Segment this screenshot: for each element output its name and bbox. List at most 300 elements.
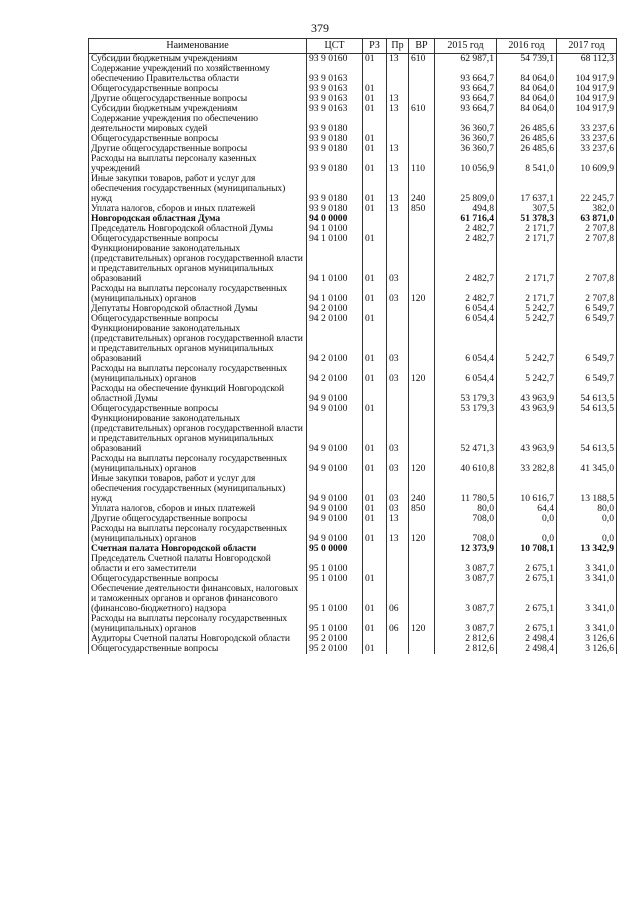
header-2015: 2015 год (435, 39, 497, 54)
cell-vr: 850 (409, 204, 435, 214)
cell-name: Уплата налогов, сборов и иных платежей (89, 204, 307, 214)
cell-2017: 3 341,0 (557, 614, 617, 634)
table-row (89, 94, 617, 104)
cell-2015: 6 054,4 (435, 314, 497, 324)
cell-vr: 240 (409, 474, 435, 504)
cell-cst: 93 9 0180 (307, 204, 363, 214)
cell-2017: 68 112,3 (557, 54, 617, 65)
cell-2016: 84 064,0 (497, 94, 557, 104)
cell-vr (409, 224, 435, 234)
table-row (89, 104, 617, 114)
cell-cst: 94 9 0100 (307, 454, 363, 474)
cell-name: Иные закупки товаров, работ и услуг для обеспечения государственных (муниципальных) нужд (89, 474, 307, 504)
cell-2017: 33 237,6 (557, 134, 617, 144)
table-row (89, 454, 617, 474)
cell-pr (387, 234, 409, 244)
cell-name: Общегосударственные вопросы (89, 84, 307, 94)
cell-vr (409, 134, 435, 144)
cell-2016: 64,4 (497, 504, 557, 514)
cell-rz: 01 (363, 584, 387, 614)
cell-vr (409, 574, 435, 584)
cell-vr (409, 144, 435, 154)
table-row (89, 154, 617, 174)
header-2017: 2017 год (557, 39, 617, 54)
cell-2015: 12 373,9 (435, 544, 497, 554)
cell-pr: 13 (387, 104, 409, 114)
cell-2015: 2 812,6 (435, 644, 497, 654)
cell-2017: 3 341,0 (557, 554, 617, 574)
cell-rz: 01 (363, 314, 387, 324)
cell-pr: 13 (387, 144, 409, 154)
cell-vr (409, 404, 435, 414)
cell-cst: 95 0 0000 (307, 544, 363, 554)
table-body (89, 54, 617, 655)
table-row (89, 174, 617, 204)
cell-cst: 94 2 0100 (307, 304, 363, 314)
cell-2015: 11 780,5 (435, 474, 497, 504)
cell-name: Расходы на выплаты персоналу государственных (муниципальных) органов (89, 524, 307, 544)
cell-name: Новгородская областная Дума (89, 214, 307, 224)
cell-name: Общегосударственные вопросы (89, 134, 307, 144)
table-row (89, 404, 617, 414)
cell-2016: 51 378,3 (497, 214, 557, 224)
cell-name: Общегосударственные вопросы (89, 644, 307, 654)
cell-name: Иные закупки товаров, работ и услуг для обеспечения государственных (муниципальных) нужд (89, 174, 307, 204)
cell-2015: 80,0 (435, 504, 497, 514)
cell-2016: 2 171,7 (497, 234, 557, 244)
cell-2016: 84 064,0 (497, 104, 557, 114)
cell-rz: 01 (363, 504, 387, 514)
table-row (89, 314, 617, 324)
cell-rz (363, 544, 387, 554)
cell-vr: 850 (409, 504, 435, 514)
cell-cst: 94 1 0100 (307, 284, 363, 304)
cell-cst: 94 9 0100 (307, 524, 363, 544)
table-row (89, 544, 617, 554)
cell-2017: 104 917,9 (557, 94, 617, 104)
cell-name: Расходы на выплаты персоналу государственных (муниципальных) органов (89, 614, 307, 634)
cell-cst: 95 1 0100 (307, 554, 363, 574)
cell-2017: 80,0 (557, 504, 617, 514)
cell-2016: 5 242,7 (497, 324, 557, 364)
cell-vr (409, 554, 435, 574)
cell-pr (387, 404, 409, 414)
cell-name: Расходы на выплаты персоналу государственных (муниципальных) органов (89, 454, 307, 474)
table-row (89, 364, 617, 384)
budget-table (88, 38, 617, 654)
cell-2016: 10 708,1 (497, 544, 557, 554)
cell-2016: 307,5 (497, 204, 557, 214)
table-row (89, 224, 617, 234)
cell-2015: 36 360,7 (435, 114, 497, 134)
cell-2015: 52 471,3 (435, 414, 497, 454)
cell-rz: 01 (363, 324, 387, 364)
table-row (89, 644, 617, 654)
cell-pr (387, 304, 409, 314)
cell-cst: 93 9 0180 (307, 144, 363, 154)
cell-name: Председатель Счетной палаты Новгородской области и его заместители (89, 554, 307, 574)
cell-rz (363, 384, 387, 404)
cell-2017: 33 237,6 (557, 114, 617, 134)
cell-rz: 01 (363, 514, 387, 524)
cell-2017: 0,0 (557, 514, 617, 524)
cell-2015: 53 179,3 (435, 404, 497, 414)
cell-2016: 2 675,1 (497, 584, 557, 614)
cell-rz (363, 634, 387, 644)
cell-cst: 95 1 0100 (307, 574, 363, 584)
table-row (89, 64, 617, 84)
cell-2016: 2 675,1 (497, 614, 557, 634)
cell-2017: 104 917,9 (557, 84, 617, 94)
table-row (89, 614, 617, 634)
table-row (89, 134, 617, 144)
cell-2015: 93 664,7 (435, 104, 497, 114)
cell-2016: 84 064,0 (497, 84, 557, 94)
cell-2015: 36 360,7 (435, 144, 497, 154)
table-row (89, 234, 617, 244)
cell-2017: 0,0 (557, 524, 617, 544)
cell-2015: 10 056,9 (435, 154, 497, 174)
cell-cst: 94 1 0100 (307, 244, 363, 284)
cell-2017: 6 549,7 (557, 304, 617, 314)
table-row (89, 474, 617, 504)
cell-2015: 40 610,8 (435, 454, 497, 474)
cell-2016: 0,0 (497, 524, 557, 544)
cell-pr (387, 134, 409, 144)
cell-2015: 6 054,4 (435, 364, 497, 384)
header-pr: Пр (387, 39, 409, 54)
cell-rz: 01 (363, 84, 387, 94)
cell-rz: 01 (363, 144, 387, 154)
cell-name: Депутаты Новгородской областной Думы (89, 304, 307, 314)
cell-cst: 93 9 0163 (307, 64, 363, 84)
cell-cst: 95 2 0100 (307, 644, 363, 654)
cell-rz: 01 (363, 154, 387, 174)
cell-pr: 06 (387, 614, 409, 634)
cell-vr (409, 414, 435, 454)
cell-name: Уплата налогов, сборов и иных платежей (89, 504, 307, 514)
cell-2016: 10 616,7 (497, 474, 557, 504)
cell-2017: 2 707,8 (557, 244, 617, 284)
cell-2017: 33 237,6 (557, 144, 617, 154)
cell-2016: 2 171,7 (497, 284, 557, 304)
cell-name: Общегосударственные вопросы (89, 404, 307, 414)
cell-2017: 2 707,8 (557, 234, 617, 244)
cell-pr: 13 (387, 54, 409, 65)
cell-2016: 84 064,0 (497, 64, 557, 84)
table-row (89, 634, 617, 644)
header-vr: ВР (409, 39, 435, 54)
cell-2017: 41 345,0 (557, 454, 617, 474)
cell-2015: 3 087,7 (435, 554, 497, 574)
cell-2016: 2 675,1 (497, 554, 557, 574)
cell-2015: 53 179,3 (435, 384, 497, 404)
cell-rz: 01 (363, 474, 387, 504)
cell-2015: 3 087,7 (435, 584, 497, 614)
cell-rz: 01 (363, 414, 387, 454)
cell-name: Обеспечение деятельности финансовых, налоговых и таможенных органов и органов финансового (финансово-бюджетного) надзора (89, 584, 307, 614)
cell-2017: 54 613,5 (557, 404, 617, 414)
cell-vr: 120 (409, 524, 435, 544)
cell-vr (409, 214, 435, 224)
cell-name: Расходы на выплаты персоналу государственных (муниципальных) органов (89, 284, 307, 304)
cell-name: Другие общегосударственные вопросы (89, 144, 307, 154)
cell-2017: 3 126,6 (557, 634, 617, 644)
cell-cst: 93 9 0180 (307, 174, 363, 204)
cell-2016: 8 541,0 (497, 154, 557, 174)
cell-pr: 03 (387, 474, 409, 504)
cell-2015: 2 812,6 (435, 634, 497, 644)
cell-2016: 2 171,7 (497, 244, 557, 284)
cell-name: Субсидии бюджетным учреждениям (89, 54, 307, 65)
cell-pr (387, 214, 409, 224)
cell-cst: 94 1 0100 (307, 224, 363, 234)
cell-2017: 10 609,9 (557, 154, 617, 174)
cell-2015: 708,0 (435, 524, 497, 544)
cell-vr (409, 584, 435, 614)
cell-vr: 610 (409, 54, 435, 65)
cell-2015: 6 054,4 (435, 324, 497, 364)
page-number: 379 (311, 21, 329, 35)
cell-pr: 13 (387, 174, 409, 204)
cell-pr: 03 (387, 284, 409, 304)
cell-vr (409, 244, 435, 284)
cell-2016: 43 963,9 (497, 404, 557, 414)
table-row (89, 304, 617, 314)
cell-pr: 13 (387, 514, 409, 524)
cell-pr (387, 114, 409, 134)
cell-vr (409, 544, 435, 554)
cell-2015: 494,8 (435, 204, 497, 214)
cell-2016: 0,0 (497, 514, 557, 524)
cell-2016: 43 963,9 (497, 414, 557, 454)
cell-vr (409, 304, 435, 314)
cell-cst: 94 9 0100 (307, 514, 363, 524)
cell-2015: 62 987,1 (435, 54, 497, 65)
cell-2017: 13 188,5 (557, 474, 617, 504)
cell-cst: 94 0 0000 (307, 214, 363, 224)
cell-rz: 01 (363, 94, 387, 104)
table-row (89, 584, 617, 614)
cell-name: Председатель Новгородской областной Думы (89, 224, 307, 234)
table-header-row (89, 39, 617, 54)
cell-name: Общегосударственные вопросы (89, 574, 307, 584)
cell-2017: 3 341,0 (557, 584, 617, 614)
cell-2017: 6 549,7 (557, 324, 617, 364)
cell-rz: 01 (363, 614, 387, 634)
cell-2015: 2 482,7 (435, 234, 497, 244)
table-row (89, 54, 617, 65)
cell-rz: 01 (363, 644, 387, 654)
cell-vr (409, 64, 435, 84)
cell-2016: 26 485,6 (497, 134, 557, 144)
cell-name: Расходы на обеспечение функций Новгородской областной Думы (89, 384, 307, 404)
cell-2017: 6 549,7 (557, 364, 617, 384)
cell-2016: 26 485,6 (497, 114, 557, 134)
cell-2017: 3 341,0 (557, 574, 617, 584)
header-2016: 2016 год (497, 39, 557, 54)
cell-2015: 93 664,7 (435, 94, 497, 104)
cell-name: Другие общегосударственные вопросы (89, 514, 307, 524)
cell-cst: 94 1 0100 (307, 234, 363, 244)
cell-cst: 95 1 0100 (307, 584, 363, 614)
cell-pr (387, 64, 409, 84)
cell-name: Общегосударственные вопросы (89, 314, 307, 324)
cell-2017: 6 549,7 (557, 314, 617, 324)
cell-rz: 01 (363, 204, 387, 214)
table-row (89, 244, 617, 284)
cell-2015: 2 482,7 (435, 224, 497, 234)
cell-rz: 01 (363, 404, 387, 414)
cell-2017: 382,0 (557, 204, 617, 214)
cell-pr (387, 224, 409, 234)
cell-2017: 22 245,7 (557, 174, 617, 204)
cell-name: Субсидии бюджетным учреждениям (89, 104, 307, 114)
table-row (89, 84, 617, 94)
cell-rz: 01 (363, 234, 387, 244)
cell-name: Счетная палата Новгородской области (89, 544, 307, 554)
cell-rz (363, 114, 387, 134)
cell-cst: 95 2 0100 (307, 634, 363, 644)
cell-2017: 2 707,8 (557, 224, 617, 234)
table-row (89, 414, 617, 454)
cell-name: Функционирование законодательных (представительных) органов государственной власти и представительных органов муниципальных образований (89, 244, 307, 284)
cell-pr (387, 574, 409, 584)
cell-name: Аудиторы Счетной палаты Новгородской области (89, 634, 307, 644)
table-row (89, 504, 617, 514)
cell-pr: 03 (387, 414, 409, 454)
cell-rz: 01 (363, 364, 387, 384)
cell-2015: 2 482,7 (435, 244, 497, 284)
cell-name: Содержание учреждений по хозяйственному обеспечению Правительства области (89, 64, 307, 84)
cell-2017: 104 917,9 (557, 104, 617, 114)
header-rz: РЗ (363, 39, 387, 54)
cell-2017: 104 917,9 (557, 64, 617, 84)
cell-2015: 3 087,7 (435, 614, 497, 634)
cell-cst: 93 9 0180 (307, 134, 363, 144)
cell-pr: 13 (387, 154, 409, 174)
cell-rz: 01 (363, 574, 387, 584)
cell-vr: 120 (409, 614, 435, 634)
table-row (89, 524, 617, 544)
cell-2016: 5 242,7 (497, 314, 557, 324)
cell-vr: 240 (409, 174, 435, 204)
cell-vr: 120 (409, 364, 435, 384)
cell-2015: 93 664,7 (435, 84, 497, 94)
cell-2016: 33 282,8 (497, 454, 557, 474)
table-row (89, 284, 617, 304)
cell-pr (387, 554, 409, 574)
cell-pr: 06 (387, 584, 409, 614)
cell-2016: 5 242,7 (497, 304, 557, 314)
cell-rz: 01 (363, 524, 387, 544)
cell-rz: 01 (363, 104, 387, 114)
cell-2015: 61 716,4 (435, 214, 497, 224)
cell-cst: 93 9 0160 (307, 54, 363, 65)
cell-2017: 54 613,5 (557, 414, 617, 454)
cell-vr: 120 (409, 454, 435, 474)
cell-vr: 110 (409, 154, 435, 174)
cell-2016: 2 498,4 (497, 634, 557, 644)
cell-vr (409, 634, 435, 644)
cell-2015: 2 482,7 (435, 284, 497, 304)
cell-rz (363, 554, 387, 574)
cell-vr (409, 324, 435, 364)
table-row (89, 384, 617, 404)
cell-pr (387, 314, 409, 324)
table-row (89, 324, 617, 364)
cell-name: Расходы на выплаты персоналу государственных (муниципальных) органов (89, 364, 307, 384)
cell-cst: 95 1 0100 (307, 614, 363, 634)
cell-cst: 93 9 0180 (307, 114, 363, 134)
cell-vr (409, 514, 435, 524)
cell-rz: 01 (363, 134, 387, 144)
cell-pr: 13 (387, 94, 409, 104)
cell-vr (409, 114, 435, 134)
cell-pr (387, 634, 409, 644)
cell-2017: 13 342,9 (557, 544, 617, 554)
cell-name: Общегосударственные вопросы (89, 234, 307, 244)
cell-vr: 120 (409, 284, 435, 304)
cell-rz (363, 64, 387, 84)
cell-rz: 01 (363, 284, 387, 304)
cell-cst: 93 9 0163 (307, 104, 363, 114)
cell-cst: 93 9 0180 (307, 154, 363, 174)
cell-2015: 3 087,7 (435, 574, 497, 584)
cell-2016: 17 637,1 (497, 174, 557, 204)
cell-cst: 94 9 0100 (307, 384, 363, 404)
cell-2017: 54 613,5 (557, 384, 617, 404)
cell-rz: 01 (363, 244, 387, 284)
cell-2015: 36 360,7 (435, 134, 497, 144)
cell-2016: 5 242,7 (497, 364, 557, 384)
cell-2016: 43 963,9 (497, 384, 557, 404)
table-row (89, 144, 617, 154)
cell-cst: 94 2 0100 (307, 314, 363, 324)
table-row (89, 574, 617, 584)
cell-rz: 01 (363, 54, 387, 65)
header-cst: ЦСТ (307, 39, 363, 54)
cell-2015: 93 664,7 (435, 64, 497, 84)
cell-name: Содержание учреждения по обеспечению деятельности мировых судей (89, 114, 307, 134)
cell-rz: 01 (363, 454, 387, 474)
cell-2016: 2 675,1 (497, 574, 557, 584)
cell-cst: 93 9 0163 (307, 84, 363, 94)
cell-pr: 13 (387, 204, 409, 214)
table-row (89, 204, 617, 214)
cell-vr (409, 94, 435, 104)
cell-vr (409, 314, 435, 324)
cell-cst: 94 9 0100 (307, 414, 363, 454)
cell-cst: 94 9 0100 (307, 474, 363, 504)
table-row (89, 114, 617, 134)
cell-pr: 03 (387, 504, 409, 514)
cell-2016: 2 498,4 (497, 644, 557, 654)
cell-vr (409, 84, 435, 94)
cell-2015: 708,0 (435, 514, 497, 524)
cell-pr (387, 84, 409, 94)
table-row (89, 554, 617, 574)
cell-pr: 03 (387, 244, 409, 284)
cell-vr (409, 384, 435, 404)
cell-name: Расходы на выплаты персоналу казенных учреждений (89, 154, 307, 174)
cell-cst: 94 9 0100 (307, 504, 363, 514)
table-row (89, 214, 617, 224)
cell-cst: 94 9 0100 (307, 404, 363, 414)
cell-2017: 3 126,6 (557, 644, 617, 654)
cell-rz (363, 304, 387, 314)
cell-vr: 610 (409, 104, 435, 114)
